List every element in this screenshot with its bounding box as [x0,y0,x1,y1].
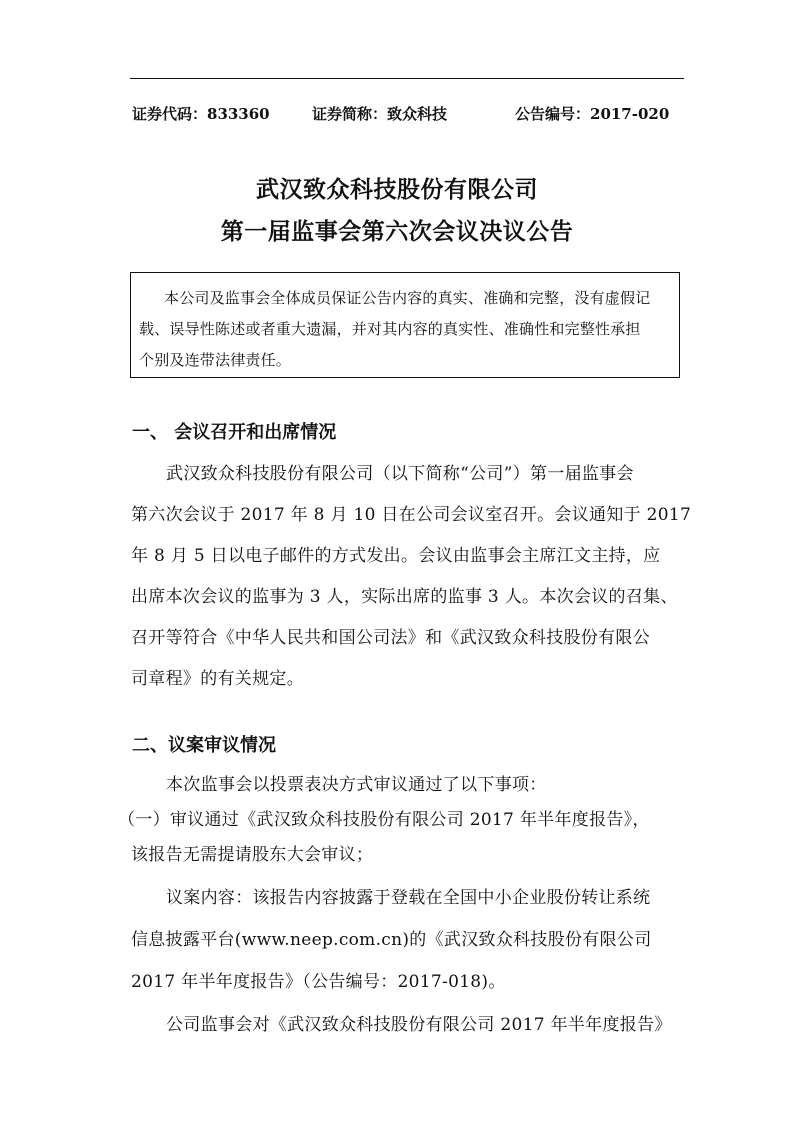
disclaimer-box [130,272,680,378]
announcement-number: 公告编号：2017-020 [515,105,670,123]
motion-item: （一）审议通过《武汉致众科技股份有限公司 2017 年半年度报告》， [118,810,650,830]
paragraph-line: 公司监事会对《武汉致众科技股份有限公司 2017 年半年度报告》 [166,1015,672,1035]
disclaimer-line: 载、误导性陈述或者重大遗漏，并对其内容的真实性、准确性和完整性承担 [139,320,641,338]
paragraph-line: 司章程》的有关规定。 [131,669,304,689]
paragraph-line: 2017 年半年度报告》（公告编号：2017-018)。 [131,972,506,992]
paragraph-line: 武汉致众科技股份有限公司（以下简称“公司”）第一届监事会 [166,464,634,484]
section-heading-meeting: 一、 会议召开和出席情况 [132,422,337,443]
paragraph-line: 年 8 月 5 日以电子邮件的方式发出。会议由监事会主席江文主持，应 [131,546,661,566]
announcement-title: 第一届监事会第六次会议决议公告 [220,218,574,245]
security-code: 证券代码：833360 [132,105,270,123]
security-abbreviation: 证券简称：致众科技 [312,105,448,123]
paragraph-line: 出席本次会议的监事为 3 人，实际出席的监事 3 人。本次会议的召集、 [131,587,678,607]
motion-item: 该报告无需提请股东大会审议； [131,845,374,865]
paragraph-line: 本次监事会以投票表决方式审议通过了以下事项： [166,775,547,795]
company-name-title: 武汉致众科技股份有限公司 [256,176,538,203]
announcement-header [130,103,684,127]
paragraph-line: 信息披露平台(www.neep.com.cn)的《武汉致众科技股份有限公司 [131,930,652,950]
paragraph-line: 召开等符合《中华人民共和国公司法》和《武汉致众科技股份有限公 [131,628,650,648]
section-heading-motions: 二、议案审议情况 [132,735,276,756]
header-rule [130,78,684,79]
disclaimer-line: 本公司及监事会全体成员保证公告内容的真实、准确和完整，没有虚假记 [164,289,651,307]
disclaimer-line: 个别及连带法律责任。 [139,351,292,369]
paragraph-line: 第六次会议于 2017 年 8 月 10 日在公司会议室召开。会议通知于 2017 [131,505,692,525]
paragraph-line: 议案内容：该报告内容披露于登载在全国中小企业股份转让系统 [166,888,651,908]
